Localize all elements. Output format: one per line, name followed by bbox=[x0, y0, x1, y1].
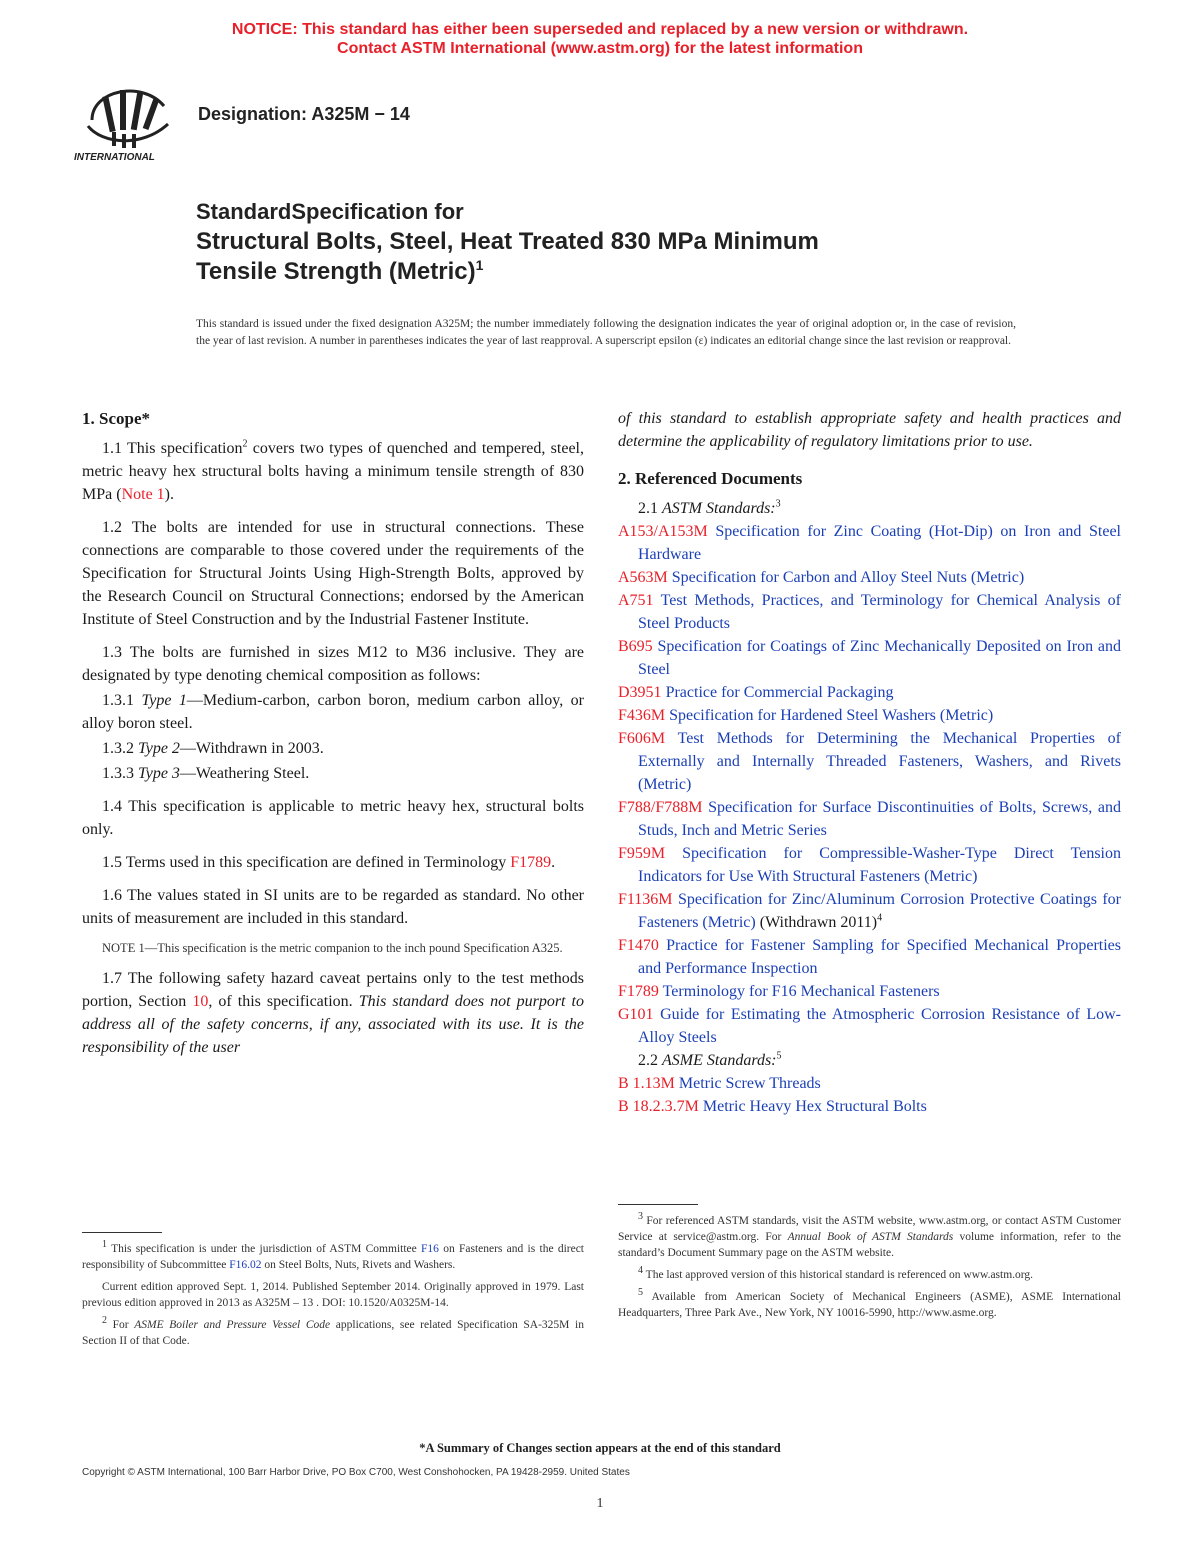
footnote-ref-3[interactable]: 3 bbox=[775, 498, 781, 510]
reference-title-link[interactable]: Metric Heavy Hex Structural Bolts bbox=[698, 1098, 927, 1115]
reference-item bbox=[618, 520, 1121, 566]
reference-item bbox=[618, 727, 1121, 796]
note-1: NOTE 1—This specification is the metric companion to the inch pound Specification A325. bbox=[102, 941, 563, 955]
footnote-2-b: applications, see related Specification SA-325M in Section II of that Code. bbox=[82, 1319, 584, 1347]
document-title bbox=[196, 197, 1016, 287]
scope-1-3-1-text: —Medium-carbon, carbon boron, medium carbon alloy, or alloy boron steel. bbox=[82, 692, 585, 732]
scope-1-3-2 bbox=[82, 737, 584, 760]
asme-reference-list bbox=[618, 1072, 1121, 1118]
reference-title-link[interactable]: Terminology for F16 Mechanical Fasteners bbox=[658, 983, 940, 1000]
scope-1-7-b: , of this specification. bbox=[208, 993, 359, 1010]
reference-item bbox=[618, 980, 1121, 1003]
footnote-2-a: For bbox=[107, 1319, 135, 1331]
footnote-ref-5[interactable]: 5 bbox=[776, 1050, 782, 1062]
footnote-rule bbox=[82, 1232, 162, 1233]
section-10-link[interactable]: 10 bbox=[192, 993, 209, 1010]
reference-code-link[interactable]: F959M bbox=[618, 845, 666, 862]
footnote-1-edition: Current edition approved Sept. 1, 2014. Published September 2014. Originally approved in 1979. Last previous edition approved in 2013 as A325M – 13 . DOI: 10.1520/A0325M-14. bbox=[82, 1281, 584, 1309]
scope-1-7-continued: of this standard to establish appropriate safety and health practices and determine the applicability of regulatory limitations prior to use. bbox=[618, 410, 1121, 450]
reference-item bbox=[618, 888, 1121, 934]
scope-1-3-3 bbox=[82, 762, 584, 785]
footnote-1-c: on Steel Bolts, Nuts, Rivets and Washers. bbox=[261, 1259, 456, 1271]
footnote-4 bbox=[618, 1267, 1121, 1283]
reference-item bbox=[618, 1095, 1121, 1118]
notice-line-2: Contact ASTM International (www.astm.org) for the latest information bbox=[337, 40, 863, 57]
reference-title-link[interactable]: Metric Screw Threads bbox=[674, 1075, 821, 1092]
note-1-link[interactable]: Note 1 bbox=[121, 486, 165, 503]
title-footnote-ref[interactable]: 1 bbox=[475, 257, 484, 273]
left-column bbox=[82, 407, 584, 1069]
reference-title-link[interactable]: Specification for Coatings of Zinc Mechanically Deposited on Iron and Steel bbox=[638, 638, 1121, 678]
scope-1-1-b: covers two types of quenched and tempered, steel, metric heavy hex structural bolts having a minimum tensile strength of 830 MPa ( bbox=[82, 440, 584, 503]
scope-1-3-2-num: 1.3.2 bbox=[102, 740, 138, 757]
footnote-ref-2[interactable]: 2 bbox=[242, 438, 248, 450]
logo-text: INTERNATIONAL bbox=[74, 152, 155, 163]
reference-item bbox=[618, 1003, 1121, 1049]
scope-1-7 bbox=[82, 967, 584, 1059]
reference-item bbox=[618, 796, 1121, 842]
footnote-5-text: Available from American Society of Mechanical Engineers (ASME), ASME International Headquarters, Three Park Ave., New York, NY 10016-5990, http://www.asme.org. bbox=[618, 1291, 1121, 1319]
reference-code-link[interactable]: B 1.13M bbox=[618, 1075, 675, 1092]
scope-1-6: 1.6 The values stated in SI units are to be regarded as standard. No other units of measurement are included in this standard. bbox=[82, 887, 584, 927]
astm-standards-label bbox=[638, 497, 1121, 520]
footnote-2-marker: 2 bbox=[102, 1315, 107, 1327]
scope-1-3-1-type: Type 1 bbox=[141, 692, 187, 709]
scope-1-1 bbox=[82, 437, 584, 506]
reference-title-link[interactable]: Guide for Estimating the Atmospheric Corrosion Resistance of Low-Alloy Steels bbox=[638, 1006, 1121, 1046]
footnote-5-marker: 5 bbox=[638, 1287, 643, 1299]
title-line-3 bbox=[196, 257, 1016, 287]
scope-1-4: 1.4 This specification is applicable to metric heavy hex, structural bolts only. bbox=[82, 798, 584, 838]
reference-title-link[interactable]: Test Methods, Practices, and Terminology for Chemical Analysis of Steel Products bbox=[638, 592, 1121, 632]
title-line-2: Structural Bolts, Steel, Heat Treated 830 MPa Minimum bbox=[196, 228, 819, 255]
reference-item bbox=[618, 842, 1121, 888]
reference-footnote-ref[interactable]: 4 bbox=[877, 912, 883, 924]
reference-code-link[interactable]: F788/F788M bbox=[618, 799, 703, 816]
reference-code-link[interactable]: D3951 bbox=[618, 684, 662, 701]
designation: Designation: A325M − 14 bbox=[198, 104, 410, 124]
reference-code-link[interactable]: B695 bbox=[618, 638, 653, 655]
scope-1-7-italic: This standard does not purport to address all of the safety concerns, if any, associated with its use. It is the responsibility of the user bbox=[82, 993, 584, 1056]
footnote-3 bbox=[618, 1213, 1121, 1261]
footnote-1-b: on Fasteners and is the direct responsibility of Subcommittee bbox=[82, 1243, 584, 1271]
f1789-link[interactable]: F1789 bbox=[510, 854, 552, 871]
reference-title-link[interactable]: Practice for Commercial Packaging bbox=[661, 684, 894, 701]
scope-1-3-1-num: 1.3.1 bbox=[102, 692, 142, 709]
reference-item bbox=[618, 704, 1121, 727]
scope-1-3-2-text: —Withdrawn in 2003. bbox=[179, 740, 324, 757]
footnotes-right bbox=[618, 1204, 1121, 1327]
reference-title-link[interactable]: Specification for Surface Discontinuities of Bolts, Screws, and Studs, Inch and Metric Series bbox=[638, 799, 1121, 839]
issue-note: This standard is issued under the fixed designation A325M; the number immediately following the designation indicates the year of original adoption or, in the case of revision, the year of last revision. A number in parentheses indicates the year of last reapproval. A superscript epsilon (ε) indicates an editorial change since the last revision or reapproval. bbox=[196, 318, 1016, 347]
supersession-notice bbox=[0, 20, 1200, 58]
scope-1-3-3-type: Type 3 bbox=[138, 765, 180, 782]
reference-title-link[interactable]: Specification for Zinc/Aluminum Corrosion Protective Coatings for Fasteners (Metric) bbox=[638, 891, 1121, 931]
reference-title-link[interactable]: Specification for Carbon and Alloy Steel Nuts (Metric) bbox=[667, 569, 1025, 586]
reference-title-link[interactable]: Test Methods for Determining the Mechanical Properties of Externally and Internally Threaded Fasteners, Washers, and Rivets (Metric) bbox=[638, 730, 1121, 793]
scope-1-5 bbox=[82, 851, 584, 874]
reference-code-link[interactable]: B 18.2.3.7M bbox=[618, 1098, 699, 1115]
scope-1-3: 1.3 The bolts are furnished in sizes M12 to M36 inclusive. They are designated by type denoting chemical composition as follows: bbox=[82, 644, 584, 684]
reference-title-link[interactable]: Specification for Compressible-Washer-Type Direct Tension Indicators for Use With Structural Fasteners (Metric) bbox=[638, 845, 1121, 885]
reference-code-link[interactable]: A153/A153M bbox=[618, 523, 708, 540]
scope-1-3-1 bbox=[82, 689, 584, 735]
reference-item bbox=[618, 635, 1121, 681]
reference-item bbox=[618, 1072, 1121, 1095]
scope-1-1-c: ). bbox=[164, 486, 174, 503]
asme-standards-label bbox=[638, 1049, 1121, 1072]
right-column bbox=[618, 407, 1121, 1118]
scope-1-3-3-num: 1.3.3 bbox=[102, 765, 138, 782]
title-line-3-text: Tensile Strength (Metric) bbox=[196, 258, 476, 285]
footnote-1 bbox=[82, 1241, 584, 1273]
footnote-rule-right bbox=[618, 1204, 698, 1205]
reference-code-link[interactable]: F436M bbox=[618, 707, 666, 724]
scope-1-1-a: 1.1 This specification bbox=[102, 440, 243, 457]
title-line-1: StandardSpecification for bbox=[196, 199, 464, 224]
page-number: 1 bbox=[596, 1496, 604, 1511]
scope-1-2: 1.2 The bolts are intended for use in structural connections. These connections are comparable to those covered under the requirements of the Specification for Structural Joints Using High-Strength Bolts, approved by the Research Council on Structural Connections; endorsed by the American Institute of Steel Construction and by the Industrial Fastener Institute. bbox=[82, 519, 584, 628]
summary-of-changes-note: *A Summary of Changes section appears at the end of this standard bbox=[419, 1441, 781, 1455]
astm-standards-text: ASTM Standards: bbox=[662, 500, 776, 517]
reference-item bbox=[618, 681, 1121, 704]
reference-code-link[interactable]: A563M bbox=[618, 569, 668, 586]
reference-code-link[interactable]: F1789 bbox=[618, 983, 659, 1000]
asme-standards-text: ASME Standards: bbox=[662, 1052, 777, 1069]
reference-title-link[interactable]: Specification for Zinc Coating (Hot-Dip) on Iron and Steel Hardware bbox=[638, 523, 1121, 563]
f16-link[interactable]: F16 bbox=[421, 1243, 439, 1255]
reference-code-link[interactable]: F606M bbox=[618, 730, 666, 747]
reference-title-link[interactable]: Specification for Hardened Steel Washers (Metric) bbox=[665, 707, 994, 724]
f16-02-link[interactable]: F16.02 bbox=[229, 1259, 262, 1271]
reference-item bbox=[618, 934, 1121, 980]
astm-logo-icon bbox=[72, 76, 184, 164]
footnote-3-b: volume information, refer to the standard’s Document Summary page on the ASTM website. bbox=[618, 1231, 1121, 1259]
asme-standards-num: 2.2 bbox=[638, 1052, 662, 1069]
scope-1-5-a: 1.5 Terms used in this specification are defined in Terminology bbox=[102, 854, 511, 871]
referenced-documents-heading: 2. Referenced Documents bbox=[618, 469, 803, 488]
footnote-3-italic: Annual Book of ASTM Standards bbox=[787, 1231, 954, 1243]
footnote-1-marker: 1 bbox=[102, 1239, 107, 1251]
scope-1-3-2-type: Type 2 bbox=[138, 740, 180, 757]
copyright: Copyright © ASTM International, 100 Barr Harbor Drive, PO Box C700, West Conshohocken, PA 19428-2959. United States bbox=[82, 1467, 630, 1478]
reference-title-link[interactable]: Practice for Fastener Sampling for Specified Mechanical Properties and Performance Inspection bbox=[638, 937, 1121, 977]
footnote-1-a: This specification is under the jurisdiction of ASTM Committee bbox=[107, 1243, 422, 1255]
reference-status: (Withdrawn 2011) bbox=[755, 914, 878, 931]
footnote-5 bbox=[618, 1289, 1121, 1321]
scope-1-5-b: . bbox=[551, 854, 556, 871]
astm-reference-list bbox=[618, 520, 1121, 1049]
footnote-2-italic: ASME Boiler and Pressure Vessel Code bbox=[134, 1319, 331, 1331]
footnote-4-text: The last approved version of this historical standard is referenced on www.astm.org. bbox=[643, 1269, 1034, 1281]
footnote-3-a: For referenced ASTM standards, visit the ASTM website, www.astm.org, or contact ASTM Customer Service at service@astm.org. For bbox=[618, 1215, 1121, 1243]
footnotes-left bbox=[82, 1232, 584, 1355]
footnote-2 bbox=[82, 1317, 584, 1349]
scope-heading: 1. Scope* bbox=[82, 409, 150, 428]
astm-standards-num: 2.1 bbox=[638, 500, 662, 517]
footnote-4-marker: 4 bbox=[638, 1265, 643, 1277]
reference-item bbox=[618, 566, 1121, 589]
notice-line-1: NOTICE: This standard has either been superseded and replaced by a new version or withdrawn. bbox=[231, 21, 969, 38]
scope-1-7-a: 1.7 The following safety hazard caveat pertains only to the test methods portion, Section bbox=[82, 970, 584, 1010]
reference-code-link[interactable]: A751 bbox=[618, 592, 654, 609]
reference-code-link[interactable]: G101 bbox=[618, 1006, 654, 1023]
scope-1-3-3-text: —Weathering Steel. bbox=[179, 765, 310, 782]
reference-item bbox=[618, 589, 1121, 635]
footnote-3-marker: 3 bbox=[638, 1211, 643, 1223]
reference-code-link[interactable]: F1470 bbox=[618, 937, 659, 954]
reference-code-link[interactable]: F1136M bbox=[618, 891, 673, 908]
